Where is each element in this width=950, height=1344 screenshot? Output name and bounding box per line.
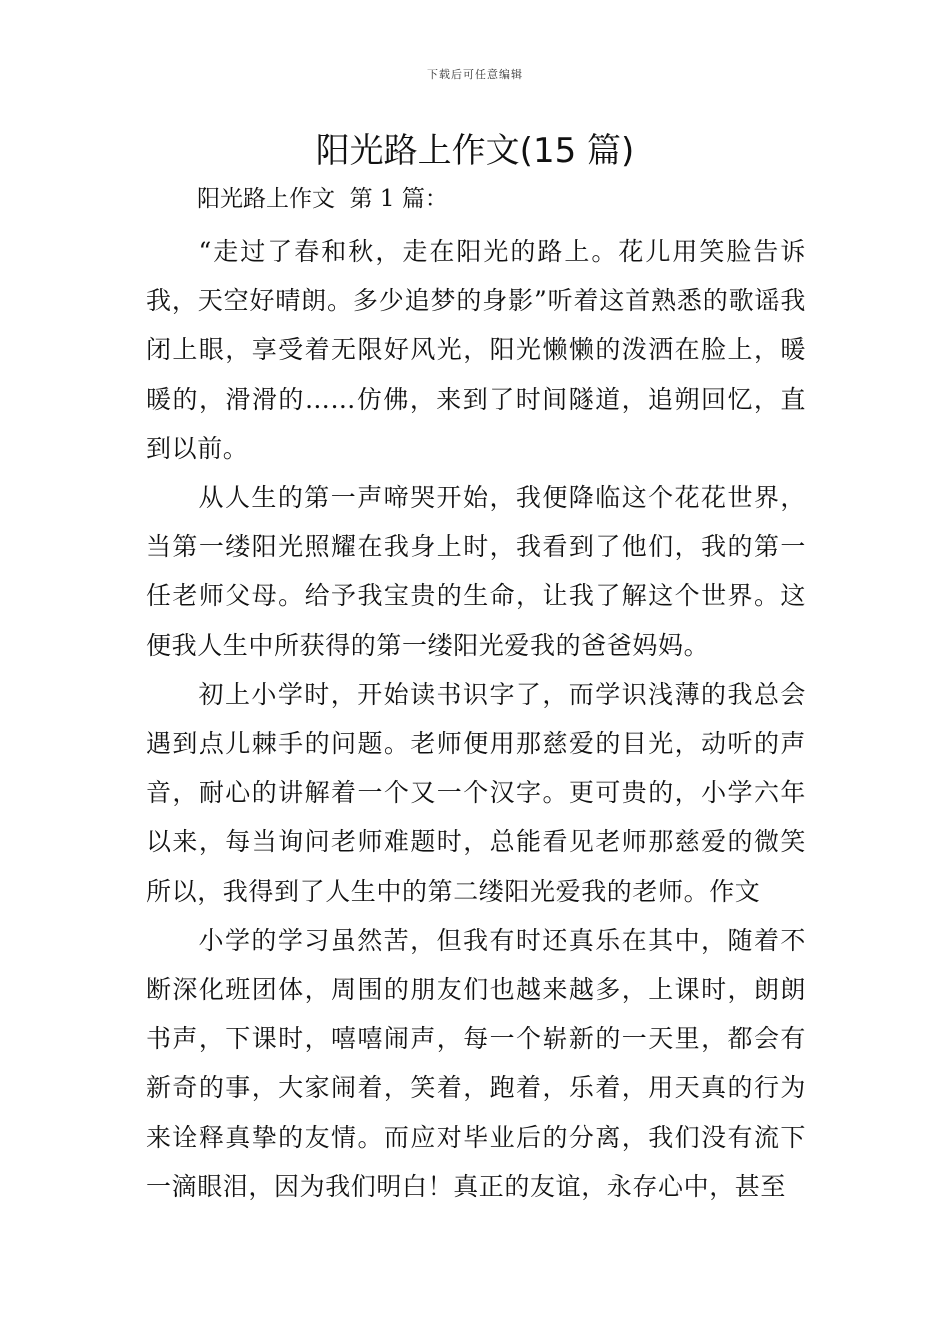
paragraph-2: 从人生的第一声啼哭开始，我便降临这个花花世界，当第一缕阳光照耀在我身上时，我看到了他们，我的第一任老师父母。给予我宝贵的生命，让我了解这个世界。这便我人生中所获得的第一缕阳光爱我的爸爸妈妈。: [146, 483, 806, 660]
paragraph-4: 小学的学习虽然苦，但我有时还真乐在其中，随着不断深化班团体，周围的朋友们也越来越多，上课时，朗朗书声，下课时，嘻嘻闹声，每一个崭新的一天里，都会有新奇的事，大家闹着，笑着，跑着，乐着，用天真的行为来诠释真挚的友情。而应对毕业后的分离，我们没有流下一滴眼泪，因为我们明白！真正的友谊，永存心中，甚至: [146, 925, 806, 1201]
document-body: [146, 227, 806, 1211]
paragraph-1: “走过了春和秋，走在阳光的路上。花儿用笑脸告诉我，天空好晴朗。多少追梦的身影”听着这首熟悉的歌谣我闭上眼，享受着无限好风光，阳光懒懒的泼洒在脸上，暖暖的，滑滑的……仿佛，来到了时间隧道，追朔回忆，直到以前。: [146, 237, 806, 463]
document-title: 阳光路上作文(15 篇): [315, 131, 635, 171]
paragraph-3: 初上小学时，开始读书识字了，而学识浅薄的我总会遇到点儿棘手的问题。老师便用那慈爱的目光，动听的声音，耐心的讲解着一个又一个汉字。更可贵的，小学六年以来，每当询问老师难题时，总能看见老师那慈爱的微笑所以，我得到了人生中的第二缕阳光爱我的老师。作文: [146, 679, 806, 906]
section-heading: 阳光路上作文 第 1 篇：: [197, 186, 448, 212]
page-header: 下载后可任意编辑: [427, 68, 523, 81]
